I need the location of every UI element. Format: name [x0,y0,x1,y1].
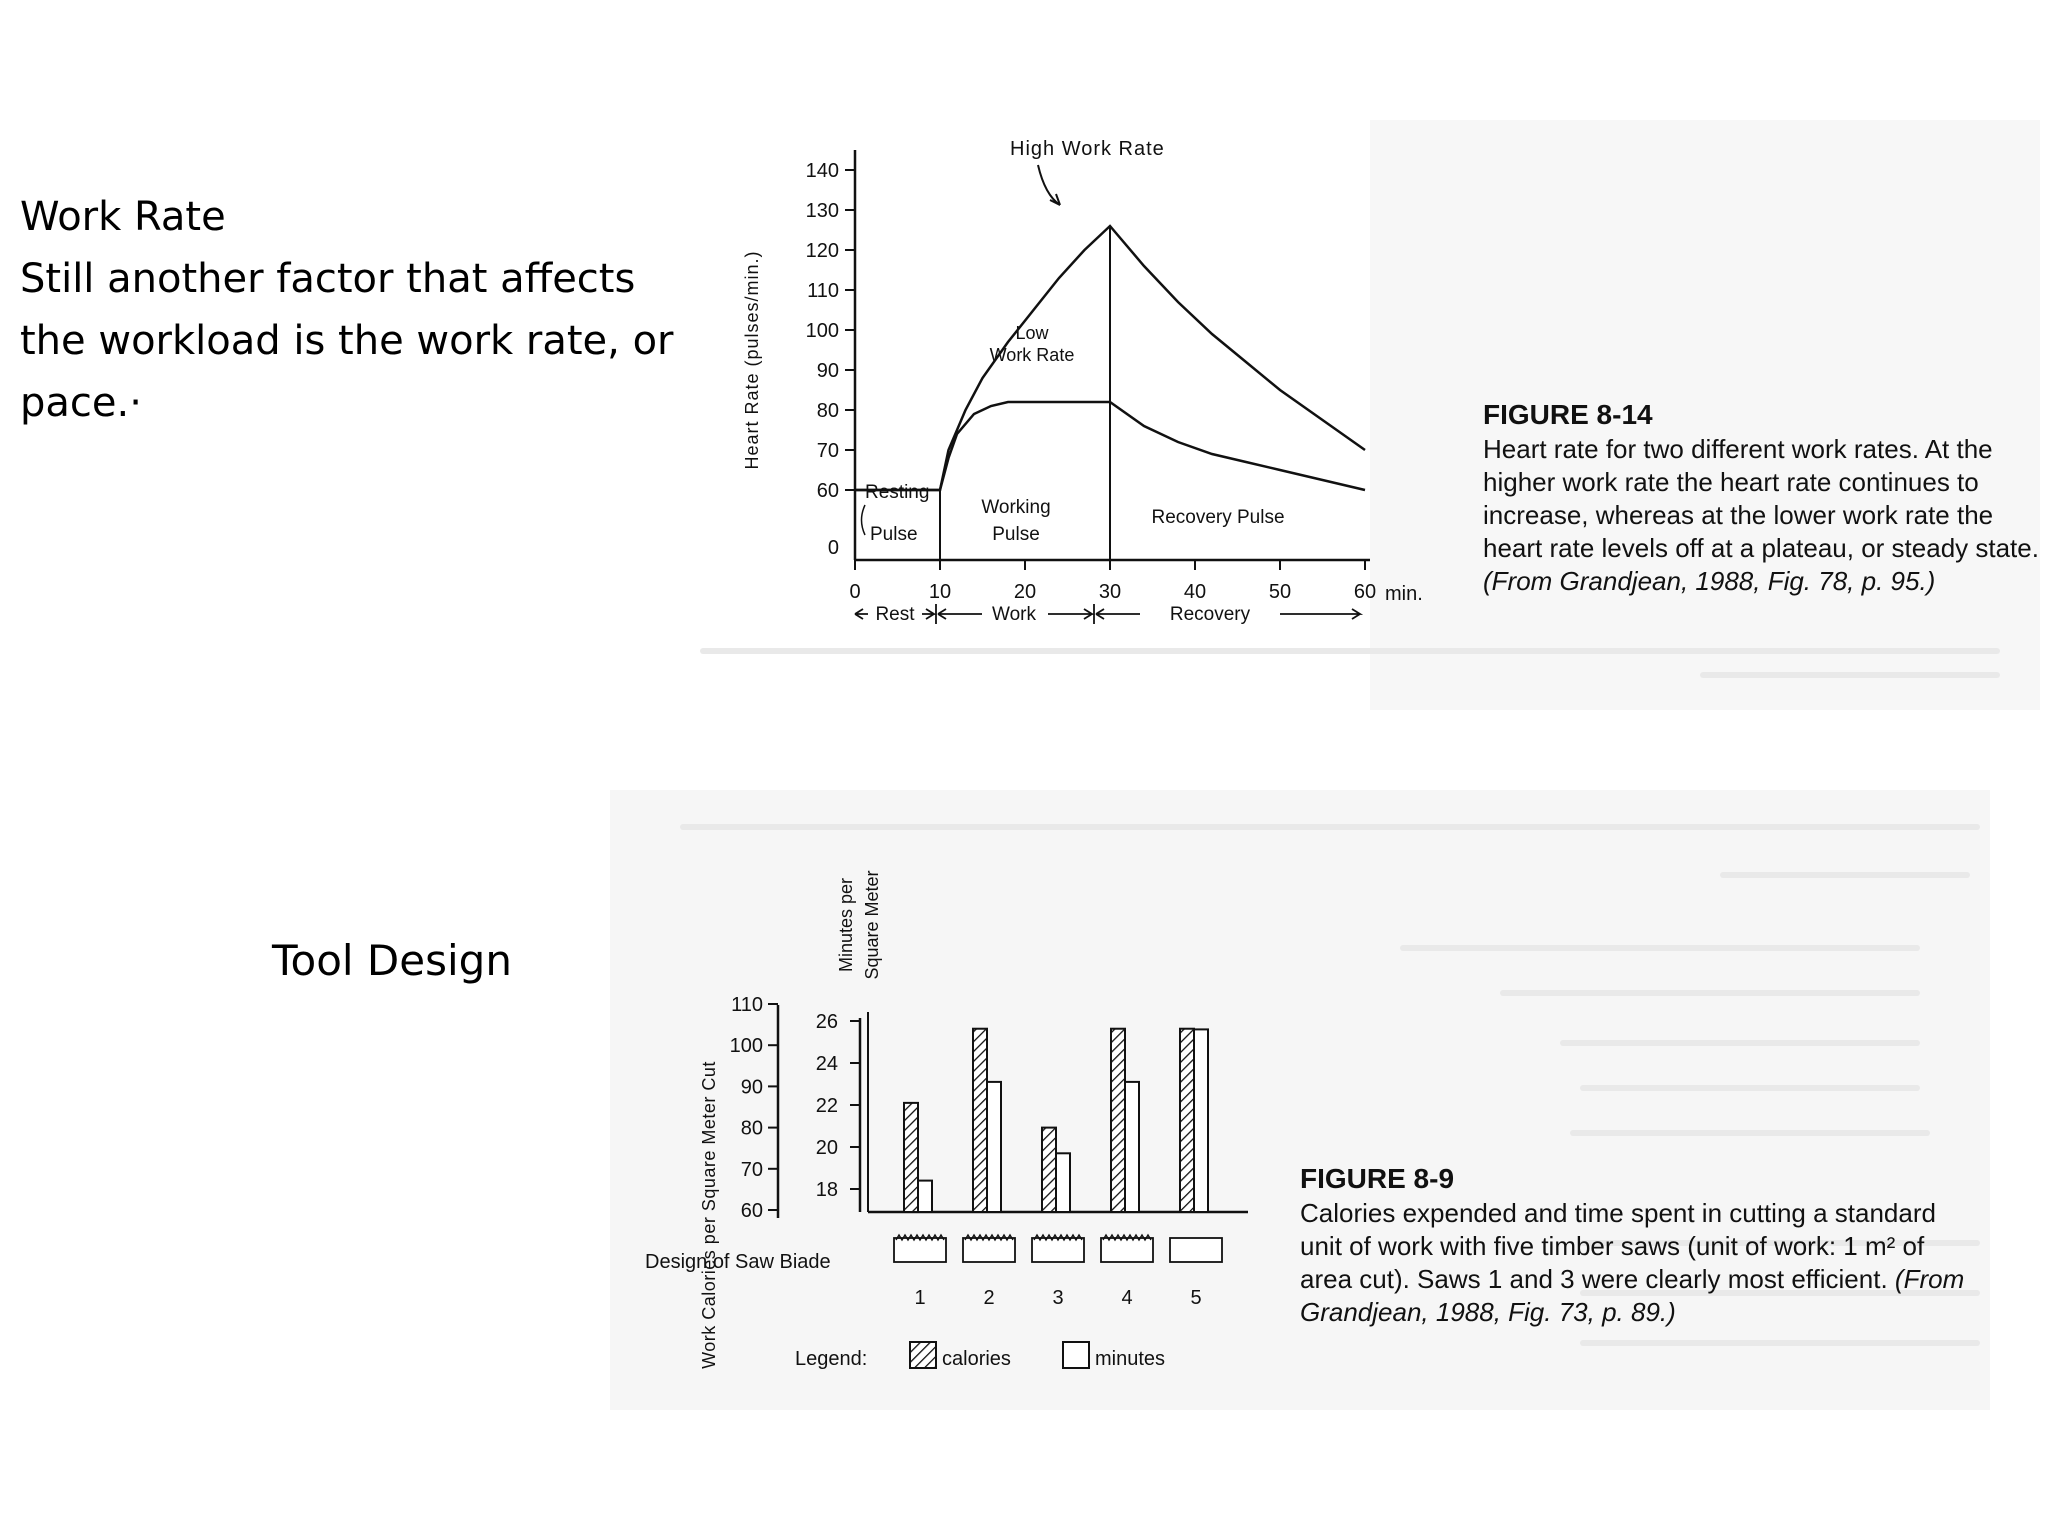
calories-tick-label: 110 [731,994,763,1016]
minutes-tick-label: 24 [815,1053,838,1075]
hr-y-tick-label: 110 [807,280,839,302]
saw-x-axis-label: Design of Saw Biade [645,1251,831,1273]
minutes-axis-label-2: Square Meter [862,870,882,980]
phase-work-label: Work [992,604,1036,625]
rest-arrow-left [855,609,868,619]
phase-recovery-label: Recovery [1169,604,1251,625]
hr-x-tick-label: 0 [849,581,861,603]
saw-category-labels [914,1287,1201,1309]
intro-line-1: Still another factor that affects [20,256,636,302]
saw-category-label: 3 [1052,1287,1064,1309]
resting-label-2: Pulse [870,524,918,545]
calories-bar [1180,1029,1194,1212]
saw-category-label: 1 [914,1287,926,1309]
minutes-tick-label: 22 [815,1095,838,1117]
figure-8-14-caption [1483,398,2043,598]
hr-y-tick-label: 130 [805,200,839,222]
hr-x-ticks [849,560,1376,603]
low-work-rate-label-1: Low [1015,323,1049,343]
hr-y-tick-label: 0 [827,537,839,559]
phase-rest-label: Rest [875,604,915,625]
minutes-tick-label: 26 [815,1011,838,1033]
minutes-tick-label: 18 [815,1179,838,1201]
calories-bar [973,1029,987,1212]
scan-ghost-line [1580,1085,1920,1091]
scan-ghost-line [700,648,2000,654]
recovery-pulse-label: Recovery Pulse [1151,507,1285,528]
saw-category-label: 5 [1190,1287,1202,1309]
minutes-ticks [816,1011,860,1201]
slide-heading: Work Rate [20,194,226,240]
hr-y-ticks [806,160,855,559]
intro-line-3: pace.· [20,380,142,426]
recovery-arrow-left [1096,609,1140,619]
scan-ghost-line [1400,945,1920,951]
work-arrow-right [1048,609,1092,619]
saw-blade-icon [1032,1238,1084,1262]
scan-ghost-line [1580,1340,1980,1346]
hr-y-tick-label: 100 [805,320,839,342]
saw-blade-icon [1101,1238,1153,1262]
hr-x-tick-label: 10 [928,581,952,603]
scan-ghost-line [1720,872,1970,878]
hr-x-tick-label: 50 [1268,581,1292,603]
working-label-2: Pulse [992,524,1040,545]
intro-text-block [20,186,740,434]
minutes-bar [1194,1029,1208,1212]
hr-x-tick-label: 60 [1353,581,1377,603]
scan-ghost-line [1500,990,1920,996]
calories-bar [1042,1128,1056,1212]
minutes-axis-label-1: Minutes per [836,877,856,973]
work-arrow-left [938,609,982,619]
hr-x-unit: min. [1385,583,1423,605]
minutes-bar [1125,1082,1139,1212]
calories-tick-label: 70 [740,1158,763,1181]
saw-blade-icon [1170,1238,1222,1262]
calories-bar [1111,1029,1125,1212]
intro-line-2: the workload is the work rate, or [20,318,674,364]
phase-row [855,604,1360,625]
figure-8-9-caption [1300,1162,1980,1329]
hr-x-tick-label: 30 [1098,581,1122,603]
saw-blade-icon [963,1238,1015,1262]
saw-category-label: 2 [983,1287,995,1309]
resting-bracket [862,505,866,535]
figure-8-9-caption-text: Calories expended and time spent in cutting a standard unit of work with five timber saws (unit of work: 1 m² of area cut). Saws 1 and 3 were clearly most efficient. [1300,1198,1936,1294]
saw-bars [904,1029,1208,1212]
legend-label: Legend: [795,1348,868,1370]
hr-y-tick-label: 60 [816,480,839,502]
hr-y-tick-label: 70 [816,440,839,462]
calories-ticks [730,994,778,1222]
calories-bar [904,1103,918,1212]
scan-ghost-line [1570,1130,1930,1136]
hr-y-axis-label: Heart Rate (pulses/min.) [742,250,762,470]
high-work-rate-arrow [1038,165,1060,205]
saw-blade-chart [630,820,1270,1380]
saw-blade-icons [894,1235,1222,1262]
hr-y-tick-label: 120 [805,240,839,262]
figure-8-14-number: FIGURE 8-14 [1483,399,1653,430]
calories-tick-label: 80 [740,1117,763,1140]
hr-x-tick-label: 40 [1183,581,1207,603]
resting-label-1: Resting [865,482,930,503]
hr-y-tick-label: 140 [805,160,839,182]
heart-rate-chart [720,120,1470,640]
rest-arrow-right [922,609,934,619]
scan-ghost-line [1700,672,2000,678]
minutes-bar [987,1082,1001,1212]
figure-8-14-caption-text: Heart rate for two different work rates. At the higher work rate the heart rate continues to increase, whereas at the lower work rate the heart rate levels off at a plateau, or steady state. [1483,434,2039,563]
hr-y-tick-label: 90 [816,360,839,382]
saw-category-label: 4 [1121,1287,1133,1309]
hr-y-tick-label: 80 [816,400,839,422]
calories-axis-label: Work Calories per Square Meter Cut [699,1061,719,1369]
working-label-1: Working [981,497,1051,518]
calories-tick-label: 90 [740,1076,763,1099]
minutes-bar [1056,1153,1070,1212]
scan-ghost-line [1560,1040,1920,1046]
hr-x-tick-label: 20 [1013,581,1037,603]
legend-calories: calories [942,1348,1011,1370]
recovery-arrow-right [1280,609,1360,619]
saw-blade-icon [894,1238,946,1262]
minutes-tick-label: 20 [815,1137,838,1159]
legend-swatch-minutes [1063,1342,1089,1368]
calories-tick-label: 100 [729,1035,763,1058]
low-work-rate-label-2: Work Rate [989,345,1075,365]
figure-8-9-number: FIGURE 8-9 [1300,1163,1455,1194]
legend-swatch-calories [910,1342,936,1368]
figure-8-9-citation: (From Grandjean, 1988, Fig. 73, p. 89.) [1300,1264,1965,1327]
legend-minutes: minutes [1095,1348,1166,1370]
figure-8-14-citation: (From Grandjean, 1988, Fig. 78, p. 95.) [1483,566,1936,596]
tool-design-heading: Tool Design [272,936,512,985]
calories-tick-label: 60 [740,1200,763,1222]
minutes-bar [918,1181,932,1212]
high-work-rate-label: High Work Rate [1010,138,1165,160]
